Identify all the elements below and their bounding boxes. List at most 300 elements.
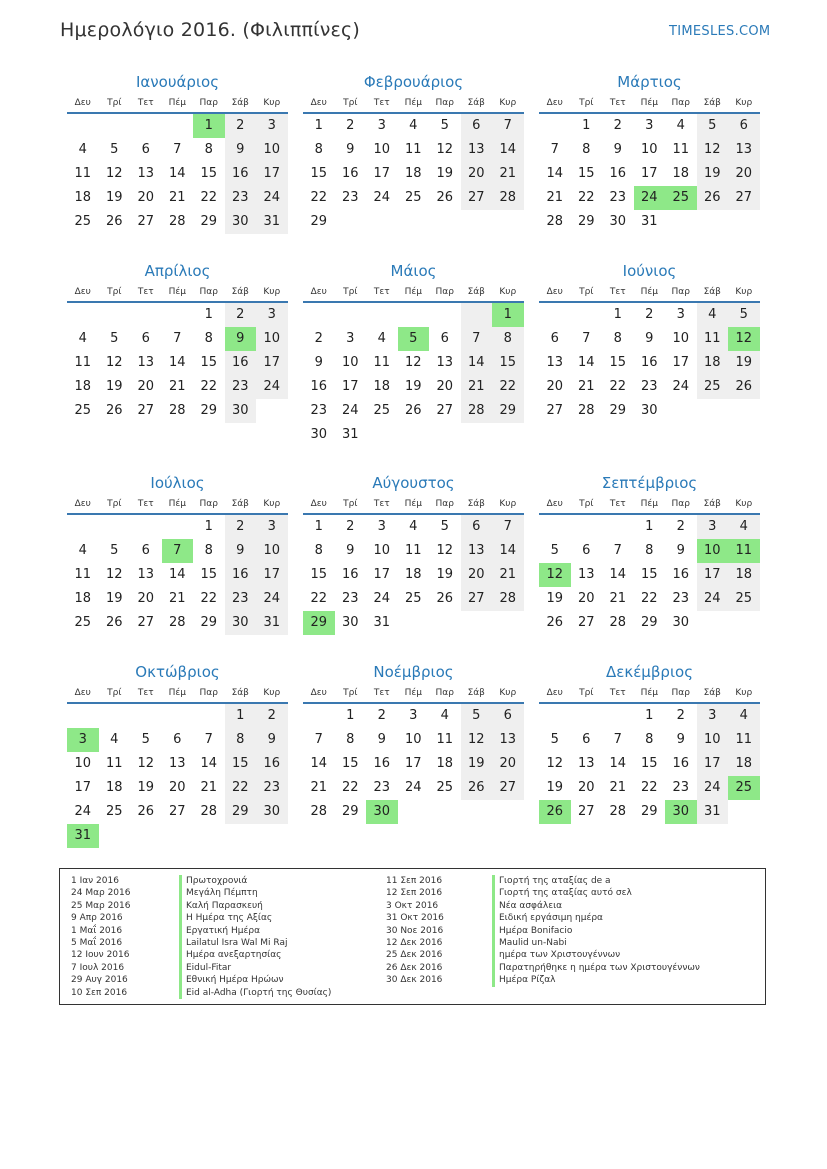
weekday-label: Τετ <box>609 287 626 297</box>
weekday-label: Κυρ <box>735 688 753 698</box>
month-calendar <box>539 70 760 234</box>
day-cell: 22 <box>310 190 328 205</box>
day-cell: 14 <box>577 355 595 370</box>
day-cell: 17 <box>404 756 422 771</box>
empty-cell <box>492 423 524 447</box>
empty-cell <box>67 303 99 327</box>
day-cell: 21 <box>168 379 186 394</box>
day-cell: 3 <box>377 118 386 133</box>
day-cell: 27 <box>461 587 493 611</box>
day-cell: 23 <box>672 591 690 606</box>
day-cell: 25 <box>373 403 391 418</box>
empty-cell <box>398 423 430 447</box>
weekday-label: Δευ <box>310 98 327 108</box>
day-cell: 4 <box>377 331 386 346</box>
weekday-label: Τρί <box>107 287 122 297</box>
day-cell: 20 <box>137 379 155 394</box>
holiday-date: 5 Μαΐ 2016 <box>71 937 123 948</box>
weekday-label: Πέμ <box>168 499 186 509</box>
weekday-label: Τρί <box>579 98 594 108</box>
day-cell: 15 <box>225 752 257 776</box>
empty-cell <box>225 824 257 848</box>
day-cell: 20 <box>577 780 595 795</box>
day-cell: 27 <box>546 403 564 418</box>
day-cell: 17 <box>697 563 729 587</box>
day-cell: 31 <box>256 210 288 234</box>
day-cell: 3 <box>346 331 355 346</box>
weekday-label: Πέμ <box>640 98 658 108</box>
day-cell: 3 <box>645 118 654 133</box>
day-cell: 8 <box>314 543 323 558</box>
day-cell: 21 <box>492 162 524 186</box>
day-cell: 24 <box>373 190 391 205</box>
day-cell: 1 <box>492 303 524 327</box>
day-cell: 29 <box>341 804 359 819</box>
empty-cell <box>461 611 493 635</box>
day-cell: 28 <box>461 399 493 423</box>
empty-cell <box>67 114 99 138</box>
empty-cell <box>162 704 194 728</box>
day-cell: 26 <box>404 403 422 418</box>
day-cell: 13 <box>492 728 524 752</box>
day-cell: 8 <box>204 543 213 558</box>
day-cell: 22 <box>609 379 627 394</box>
day-cell: 7 <box>492 515 524 539</box>
day-cell: 4 <box>409 118 418 133</box>
holiday-dates-left <box>71 875 131 999</box>
weekday-label: Τετ <box>373 688 390 698</box>
empty-cell <box>335 303 367 327</box>
day-cell: 8 <box>225 728 257 752</box>
day-cell: 22 <box>200 591 218 606</box>
day-cell: 27 <box>461 186 493 210</box>
day-cell: 2 <box>613 118 622 133</box>
day-cell: 29 <box>200 403 218 418</box>
holiday-name: Παρατηρήθηκε η ημέρα των Χριστουγέννων <box>492 962 700 974</box>
day-cell: 27 <box>137 214 155 229</box>
month-calendar <box>539 259 760 423</box>
empty-cell <box>162 515 194 539</box>
day-cell: 10 <box>256 539 288 563</box>
day-cell: 4 <box>110 732 119 747</box>
day-cell: 14 <box>168 355 186 370</box>
day-cell: 3 <box>409 708 418 723</box>
day-cell: 10 <box>404 732 422 747</box>
weekday-label: Κυρ <box>735 287 753 297</box>
day-cell: 8 <box>204 142 213 157</box>
day-cell: 12 <box>137 756 155 771</box>
day-cell: 2 <box>314 331 323 346</box>
day-cell: 23 <box>672 780 690 795</box>
weekday-header <box>303 495 524 515</box>
holiday-date: 7 Ιουλ 2016 <box>71 962 125 973</box>
empty-cell <box>398 611 430 635</box>
site-link[interactable]: TIMESLES.COM <box>669 24 771 39</box>
day-cell: 24 <box>672 379 690 394</box>
empty-cell <box>67 704 99 728</box>
day-cell: 6 <box>141 142 150 157</box>
empty-cell <box>99 824 131 848</box>
month-calendar <box>303 471 524 635</box>
day-cell: 21 <box>168 190 186 205</box>
day-cell: 17 <box>256 563 288 587</box>
day-cell: 22 <box>492 375 524 399</box>
day-cell: 15 <box>640 567 658 582</box>
day-grid <box>539 114 760 234</box>
day-cell: 17 <box>640 166 658 181</box>
empty-cell <box>539 515 571 539</box>
day-cell: 18 <box>373 379 391 394</box>
day-cell: 6 <box>461 515 493 539</box>
day-cell: 13 <box>436 355 454 370</box>
day-cell: 5 <box>550 543 559 558</box>
day-cell: 17 <box>256 351 288 375</box>
day-cell: 4 <box>440 708 449 723</box>
day-cell: 23 <box>341 591 359 606</box>
empty-cell <box>366 303 398 327</box>
day-cell: 30 <box>225 399 257 423</box>
day-cell: 21 <box>546 190 564 205</box>
day-cell: 5 <box>728 303 760 327</box>
day-cell: 22 <box>640 591 658 606</box>
day-cell: 10 <box>256 138 288 162</box>
weekday-header <box>303 283 524 303</box>
day-cell: 16 <box>640 355 658 370</box>
weekday-label: Κυρ <box>735 98 753 108</box>
empty-cell <box>492 800 524 824</box>
month-calendar <box>539 471 760 635</box>
day-cell: 28 <box>310 804 328 819</box>
day-cell: 17 <box>697 752 729 776</box>
month-name: Αύγουστος <box>372 474 455 492</box>
day-cell: 22 <box>577 190 595 205</box>
day-cell: 2 <box>676 708 685 723</box>
day-cell: 2 <box>377 708 386 723</box>
day-cell: 28 <box>200 804 218 819</box>
day-cell: 2 <box>256 704 288 728</box>
day-cell: 17 <box>672 355 690 370</box>
weekday-header <box>539 495 760 515</box>
day-cell: 2 <box>225 114 257 138</box>
month-name: Σεπτέμβριος <box>601 474 698 492</box>
weekday-label: Τρί <box>579 688 594 698</box>
day-cell: 7 <box>204 732 213 747</box>
empty-cell <box>366 210 398 234</box>
weekday-label: Τετ <box>609 688 626 698</box>
day-cell: 5 <box>550 732 559 747</box>
day-cell: 20 <box>137 591 155 606</box>
day-cell: 16 <box>373 756 391 771</box>
day-cell: 9 <box>645 331 654 346</box>
day-cell: 29 <box>310 214 328 229</box>
day-cell: 25 <box>436 780 454 795</box>
day-cell: 1 <box>193 114 225 138</box>
weekday-label: Τρί <box>343 98 358 108</box>
day-cell: 18 <box>74 379 92 394</box>
day-cell: 8 <box>346 732 355 747</box>
weekday-label: Παρ <box>671 287 690 297</box>
day-cell: 25 <box>697 375 729 399</box>
weekday-label: Τρί <box>343 287 358 297</box>
day-cell: 28 <box>577 403 595 418</box>
day-cell: 13 <box>168 756 186 771</box>
holiday-name: Maulid un-Nabi <box>492 937 700 949</box>
empty-cell <box>303 704 335 728</box>
day-cell: 13 <box>577 567 595 582</box>
day-cell: 23 <box>225 375 257 399</box>
holiday-date: 3 Οκτ 2016 <box>386 900 439 911</box>
day-cell: 13 <box>546 355 564 370</box>
day-cell: 29 <box>640 615 658 630</box>
month-calendar <box>67 471 288 635</box>
day-cell: 12 <box>105 567 123 582</box>
holiday-name: Μεγάλη Πέμπτη <box>179 887 331 899</box>
day-cell: 22 <box>640 780 658 795</box>
day-cell: 9 <box>676 732 685 747</box>
day-cell: 24 <box>634 186 666 210</box>
day-cell: 18 <box>105 780 123 795</box>
month-name: Ιανουάριος <box>135 73 219 91</box>
day-cell: 28 <box>492 587 524 611</box>
holiday-date: 1 Μαΐ 2016 <box>71 925 123 936</box>
day-cell: 26 <box>461 776 493 800</box>
day-cell: 7 <box>173 142 182 157</box>
day-cell: 10 <box>74 756 92 771</box>
weekday-label: Τετ <box>373 287 390 297</box>
day-cell: 24 <box>373 591 391 606</box>
weekday-label: Τετ <box>609 98 626 108</box>
day-cell: 20 <box>577 591 595 606</box>
day-cell: 27 <box>137 615 155 630</box>
weekday-label: Δευ <box>310 287 327 297</box>
day-cell: 31 <box>341 427 359 442</box>
weekday-label: Δευ <box>74 287 91 297</box>
day-cell: 30 <box>640 403 658 418</box>
day-cell: 13 <box>137 355 155 370</box>
day-cell: 12 <box>436 543 454 558</box>
day-cell: 4 <box>728 515 760 539</box>
holiday-date: 12 Δεκ 2016 <box>386 937 443 948</box>
day-cell: 24 <box>256 375 288 399</box>
day-cell: 20 <box>546 379 564 394</box>
weekday-label: Παρ <box>671 98 690 108</box>
holiday-names-left <box>179 875 331 999</box>
day-grid <box>67 114 288 234</box>
empty-cell <box>429 800 461 824</box>
empty-cell <box>539 114 571 138</box>
day-cell: 14 <box>310 756 328 771</box>
day-cell: 15 <box>200 355 218 370</box>
weekday-label: Παρ <box>435 98 454 108</box>
day-grid <box>67 704 288 848</box>
day-cell: 26 <box>105 214 123 229</box>
weekday-label: Τρί <box>579 499 594 509</box>
month-name: Νοέμβριος <box>373 663 454 681</box>
day-cell: 1 <box>204 307 213 322</box>
day-cell: 2 <box>346 519 355 534</box>
day-cell: 10 <box>341 355 359 370</box>
day-cell: 29 <box>303 611 335 635</box>
day-cell: 16 <box>225 351 257 375</box>
day-cell: 18 <box>697 351 729 375</box>
empty-cell <box>398 800 430 824</box>
day-cell: 11 <box>436 732 454 747</box>
day-cell: 11 <box>373 355 391 370</box>
day-cell: 4 <box>697 303 729 327</box>
holiday-dates-right <box>386 875 444 987</box>
day-cell: 9 <box>613 142 622 157</box>
day-cell: 19 <box>137 780 155 795</box>
day-cell: 16 <box>225 162 257 186</box>
day-cell: 10 <box>697 728 729 752</box>
day-cell: 13 <box>577 756 595 771</box>
day-cell: 30 <box>256 800 288 824</box>
day-cell: 11 <box>105 756 123 771</box>
day-grid <box>303 515 524 635</box>
day-cell: 24 <box>697 587 729 611</box>
empty-cell <box>665 210 697 234</box>
empty-cell <box>571 515 603 539</box>
day-cell: 11 <box>672 142 690 157</box>
day-cell: 20 <box>461 162 493 186</box>
day-cell: 1 <box>645 708 654 723</box>
month-calendar <box>67 660 288 848</box>
day-cell: 19 <box>697 162 729 186</box>
weekday-header <box>539 684 760 704</box>
weekday-label: Παρ <box>199 287 218 297</box>
empty-cell <box>602 704 634 728</box>
day-cell: 4 <box>728 704 760 728</box>
weekday-label: Παρ <box>435 287 454 297</box>
weekday-header <box>67 495 288 515</box>
day-cell: 7 <box>461 327 493 351</box>
day-grid <box>539 704 760 824</box>
day-cell: 18 <box>74 190 92 205</box>
weekday-label: Σάβ <box>231 287 249 297</box>
day-cell: 25 <box>404 190 422 205</box>
day-cell: 30 <box>672 615 690 630</box>
day-cell: 16 <box>609 166 627 181</box>
weekday-label: Δευ <box>546 287 563 297</box>
day-cell: 10 <box>697 539 729 563</box>
day-cell: 11 <box>697 327 729 351</box>
day-cell: 15 <box>310 567 328 582</box>
day-cell: 15 <box>492 351 524 375</box>
day-cell: 12 <box>404 355 422 370</box>
weekday-label: Σάβ <box>467 98 485 108</box>
day-cell: 21 <box>492 563 524 587</box>
holiday-date: 25 Μαρ 2016 <box>71 900 131 911</box>
day-cell: 14 <box>200 756 218 771</box>
weekday-label: Παρ <box>671 499 690 509</box>
day-cell: 5 <box>440 519 449 534</box>
day-cell: 1 <box>225 704 257 728</box>
day-cell: 19 <box>546 780 564 795</box>
holiday-date: 26 Δεκ 2016 <box>386 962 443 973</box>
empty-cell <box>728 210 760 234</box>
day-cell: 26 <box>697 186 729 210</box>
weekday-label: Σάβ <box>231 499 249 509</box>
day-cell: 13 <box>137 567 155 582</box>
month-calendar <box>303 660 524 824</box>
month-name: Μάιος <box>390 262 437 280</box>
day-cell: 28 <box>609 615 627 630</box>
day-cell: 14 <box>609 756 627 771</box>
weekday-label: Τρί <box>343 499 358 509</box>
day-cell: 11 <box>404 543 422 558</box>
weekday-label: Σάβ <box>467 287 485 297</box>
day-cell: 9 <box>346 543 355 558</box>
day-cell: 12 <box>539 563 571 587</box>
empty-cell <box>162 114 194 138</box>
weekday-label: Τετ <box>137 688 154 698</box>
day-cell: 5 <box>110 331 119 346</box>
day-cell: 17 <box>373 166 391 181</box>
day-cell: 2 <box>645 307 654 322</box>
weekday-label: Δευ <box>310 499 327 509</box>
day-cell: 11 <box>728 539 760 563</box>
day-cell: 24 <box>74 804 92 819</box>
empty-cell <box>99 704 131 728</box>
day-cell: 17 <box>341 379 359 394</box>
day-cell: 26 <box>539 800 571 824</box>
day-cell: 28 <box>168 403 186 418</box>
day-cell: 17 <box>373 567 391 582</box>
day-cell: 15 <box>310 166 328 181</box>
day-cell: 19 <box>105 591 123 606</box>
empty-cell <box>728 611 760 635</box>
empty-cell <box>130 824 162 848</box>
day-grid <box>67 303 288 423</box>
weekday-label: Σάβ <box>703 499 721 509</box>
day-cell: 8 <box>492 327 524 351</box>
holiday-date: 1 Ιαν 2016 <box>71 876 119 886</box>
day-cell: 19 <box>105 190 123 205</box>
weekday-header <box>303 684 524 704</box>
day-cell: 18 <box>728 563 760 587</box>
empty-cell <box>99 303 131 327</box>
day-cell: 8 <box>645 732 654 747</box>
weekday-label: Δευ <box>546 98 563 108</box>
empty-cell <box>130 303 162 327</box>
empty-cell <box>67 515 99 539</box>
day-cell: 7 <box>582 331 591 346</box>
empty-cell <box>539 303 571 327</box>
day-cell: 26 <box>436 591 454 606</box>
weekday-label: Δευ <box>546 499 563 509</box>
day-cell: 6 <box>582 543 591 558</box>
day-cell: 10 <box>256 327 288 351</box>
day-cell: 18 <box>404 567 422 582</box>
day-cell: 17 <box>256 162 288 186</box>
day-cell: 16 <box>341 567 359 582</box>
day-cell: 7 <box>173 331 182 346</box>
day-cell: 26 <box>728 375 760 399</box>
weekday-header <box>67 283 288 303</box>
day-cell: 3 <box>697 515 729 539</box>
day-cell: 20 <box>492 752 524 776</box>
day-cell: 9 <box>225 539 257 563</box>
day-cell: 31 <box>256 611 288 635</box>
day-cell: 30 <box>341 615 359 630</box>
day-cell: 15 <box>609 355 627 370</box>
holiday-name: Ειδική εργάσιμη ημέρα <box>492 912 700 924</box>
weekday-label: Δευ <box>74 688 91 698</box>
weekday-label: Παρ <box>435 688 454 698</box>
day-cell: 26 <box>546 615 564 630</box>
weekday-label: Πέμ <box>404 287 422 297</box>
day-cell: 1 <box>346 708 355 723</box>
